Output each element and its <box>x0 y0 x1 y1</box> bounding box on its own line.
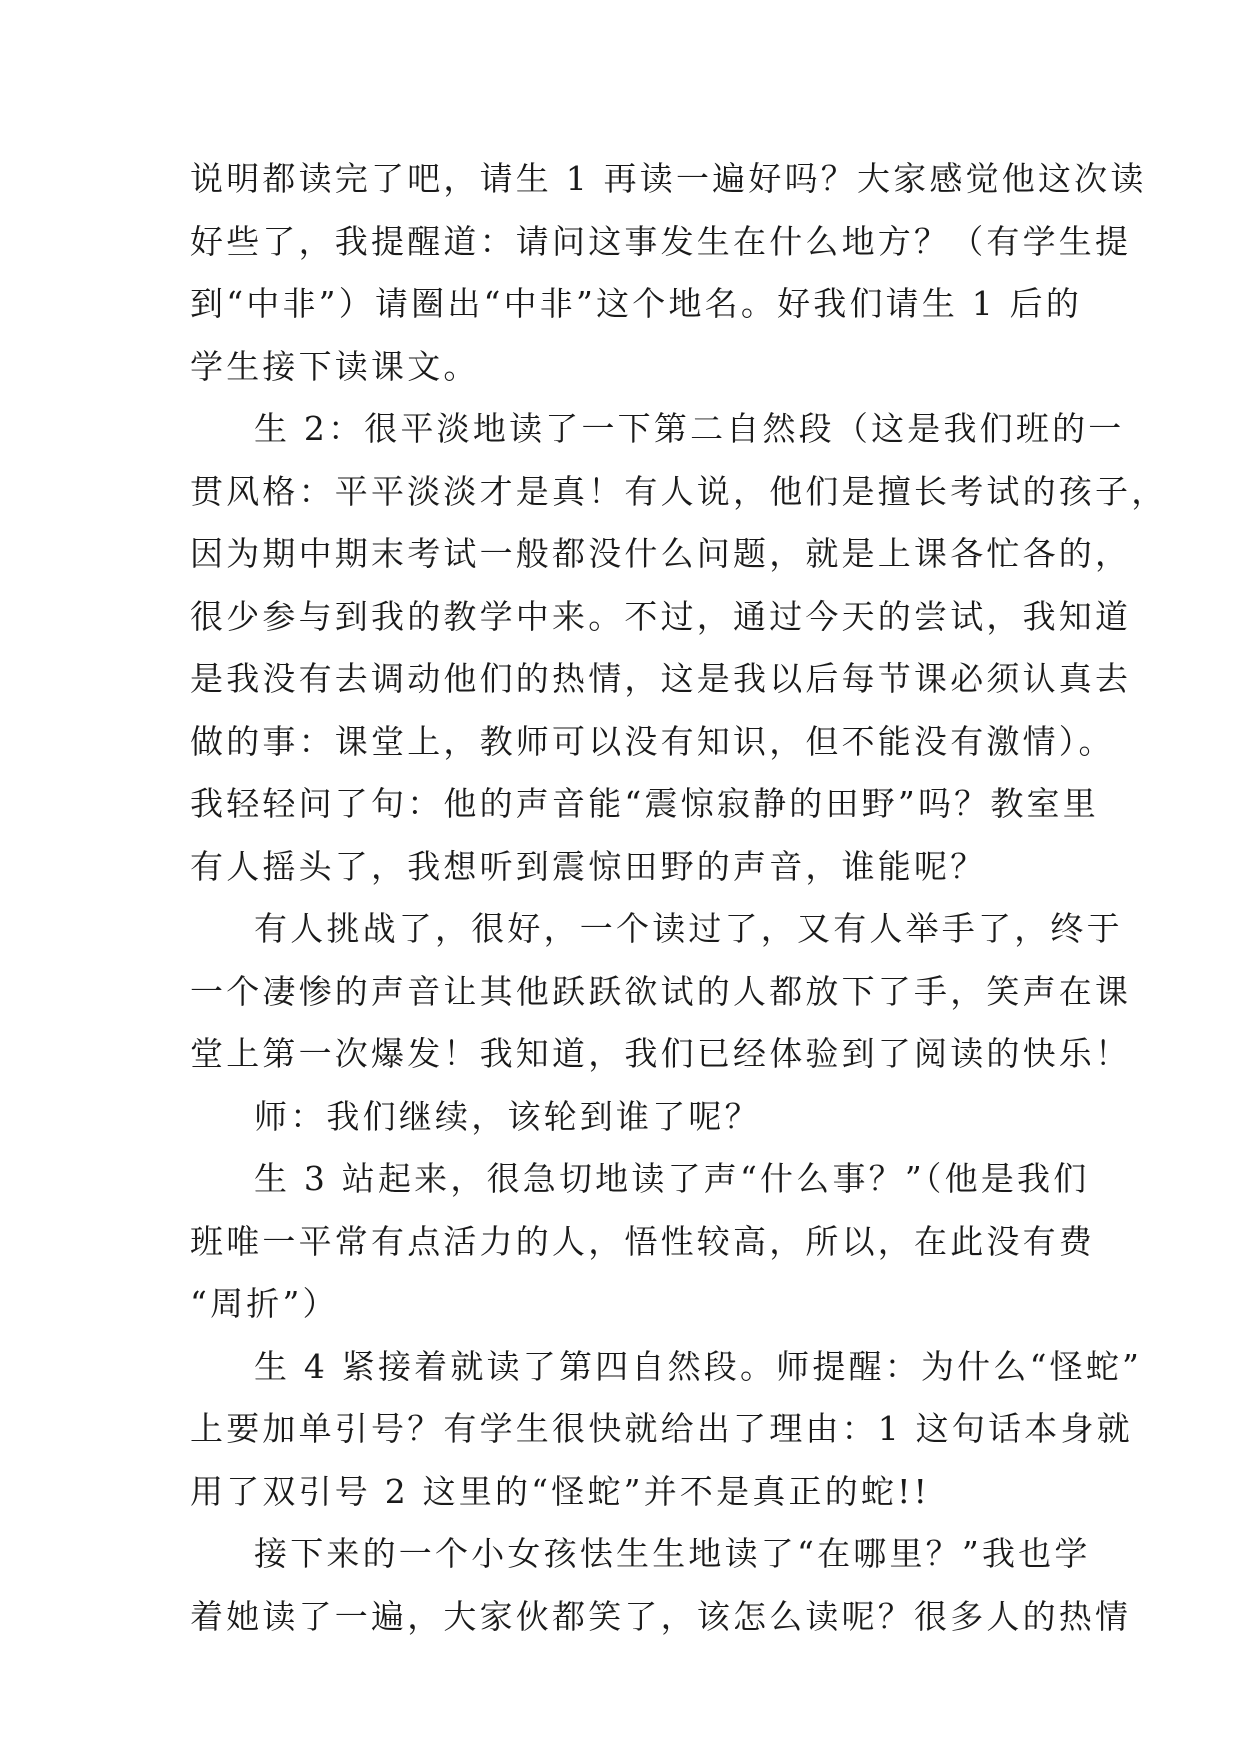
text-line: 到“中非”）请圈出“中非”这个地名。好我们请生 1 后的 <box>190 284 1083 323</box>
text-line: 生 3 站起来，很急切地读了声“什么事？”（他是我们 <box>254 1159 1090 1198</box>
text-line: 接下来的一个小女孩怯生生地读了“在哪里？”我也学 <box>254 1534 1091 1573</box>
text-line: 上要加单引号？有学生很快就给出了理由：1 这句话本身就 <box>190 1409 1133 1448</box>
text-line: 有人摇头了，我想听到震惊田野的声音，谁能呢？ <box>190 846 987 886</box>
text-line: 生 2：很平淡地读了一下第二自然段（这是我们班的一 <box>254 409 1125 448</box>
text-line: 有人挑战了，很好，一个读过了，又有人举手了，终于 <box>254 909 1123 948</box>
text-line: 学生接下读课文。 <box>190 346 480 386</box>
text-line: 师：我们继续，该轮到谁了呢？ <box>254 1096 761 1136</box>
text-line: 说明都读完了吧，请生 1 再读一遍好吗？大家感觉他这次读 <box>190 159 1147 198</box>
text-line: 很少参与到我的教学中来。不过，通过今天的尝试，我知道 <box>190 596 1132 636</box>
text-line: “周折”） <box>190 1284 339 1323</box>
text-line: 堂上第一次爆发！我知道，我们已经体验到了阅读的快乐！ <box>190 1034 1132 1073</box>
text-line: 用了双引号 2 这里的“怪蛇”并不是真正的蛇!! <box>190 1471 931 1511</box>
text-line: 是我没有去调动他们的热情，这是我以后每节课必须认真去 <box>190 659 1132 698</box>
text-line: 生 4 紧接着就读了第四自然段。师提醒：为什么“怪蛇” <box>254 1346 1143 1386</box>
text-line: 着她读了一遍，大家伙都笑了，该怎么读呢？很多人的热情 <box>190 1596 1132 1636</box>
text-line: 好些了，我提醒道：请问这事发生在什么地方？（有学生提 <box>190 221 1132 261</box>
text-line: 因为期中期末考试一般都没什么问题，就是上课各忙各的， <box>190 534 1132 573</box>
text-line: 班唯一平常有点活力的人，悟性较高，所以，在此没有费 <box>190 1221 1095 1261</box>
text-line: 一个凄惨的声音让其他跃跃欲试的人都放下了手，笑声在课 <box>190 971 1132 1011</box>
document-body <box>190 148 1168 1648</box>
text-line: 做的事：课堂上，教师可以没有知识，但不能没有激情）。 <box>190 721 1115 761</box>
text-line: 我轻轻问了句：他的声音能“震惊寂静的田野”吗？教室里 <box>190 784 1099 823</box>
text-line: 贯风格：平平淡淡才是真！有人说，他们是擅长考试的孩子， <box>190 471 1168 511</box>
